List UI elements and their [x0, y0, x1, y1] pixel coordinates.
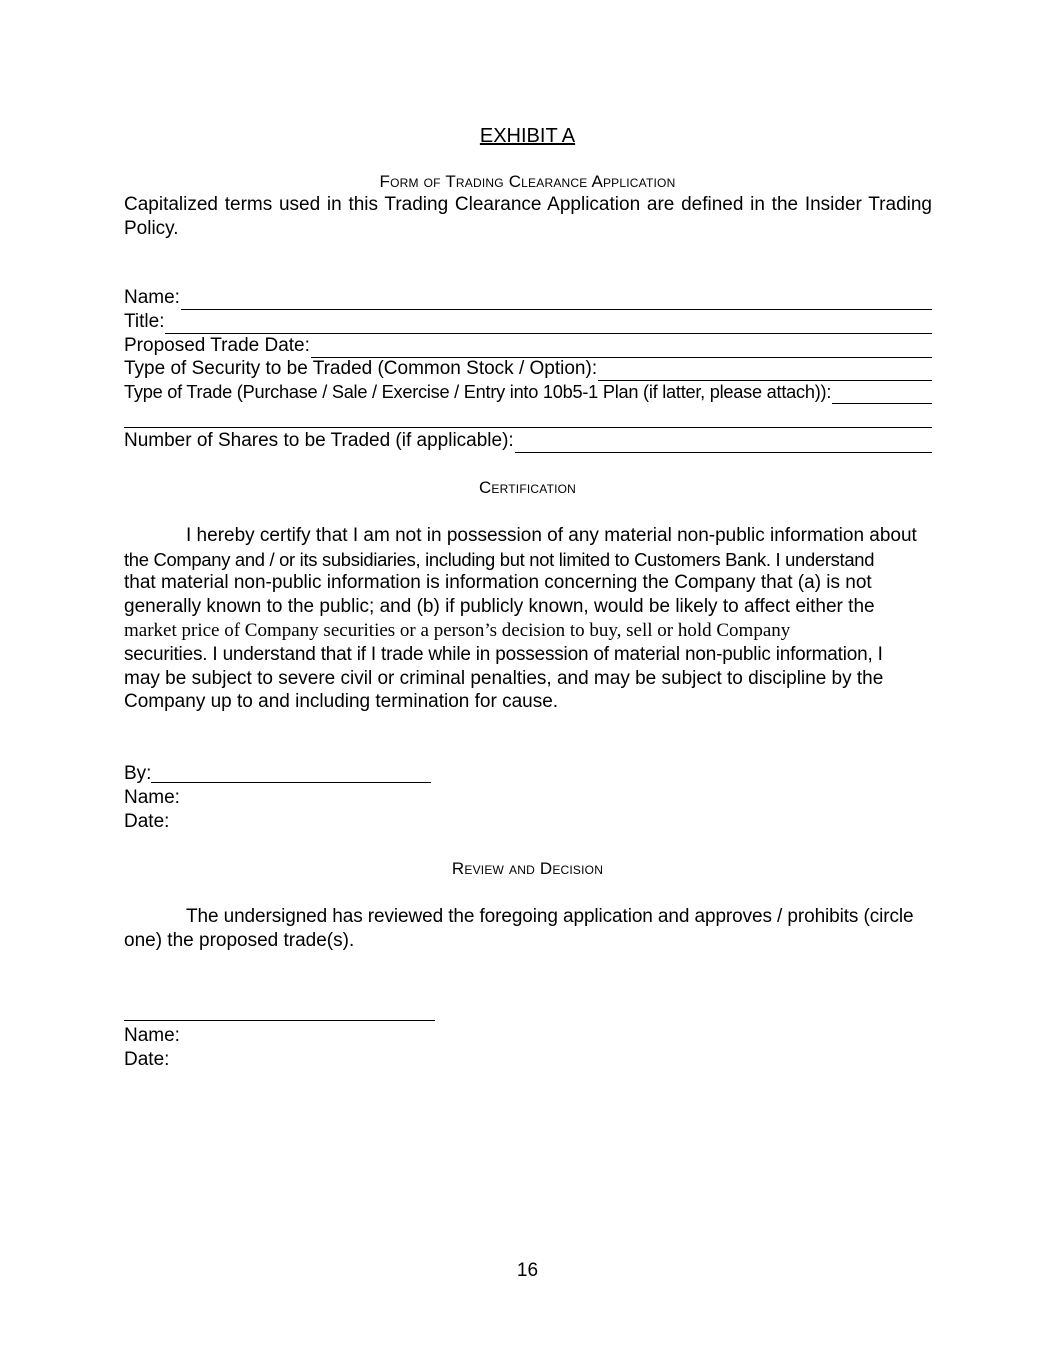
- trade-date-input-line[interactable]: [311, 338, 932, 358]
- security-type-label: Type of Security to be Traded (Common Stock / Option):: [124, 358, 598, 379]
- certification-line-7: may be subject to severe civil or criminal penalties, and may be subject to discipline by the: [124, 668, 884, 689]
- title-input-line[interactable]: [165, 314, 932, 334]
- review-heading: Review and Decision: [451, 859, 604, 878]
- certification-line-4: generally known to the public; and (b) if publicly known, would be likely to affect either the: [124, 596, 875, 617]
- shares-input-line[interactable]: [515, 433, 932, 453]
- name-input-line[interactable]: [181, 290, 932, 310]
- security-type-input-line[interactable]: [598, 361, 932, 381]
- name-field[interactable]: [124, 286, 932, 310]
- by-field[interactable]: [124, 762, 431, 786]
- trade-type-label: Type of Trade (Purchase / Sale / Exercise / Entry into 10b5-1 Plan (if latter, please attach)):: [124, 382, 832, 402]
- by-signature-line[interactable]: [151, 782, 431, 783]
- certification-heading: Certification: [478, 478, 577, 497]
- intro-paragraph: Capitalized terms used in this Trading Clearance Application are defined in the Insider Trading Policy.: [124, 194, 932, 239]
- certification-line-5: market price of Company securities or a person’s decision to buy, sell or hold Company: [124, 620, 791, 641]
- page-number: 16: [516, 1260, 539, 1281]
- trade-date-label: Proposed Trade Date:: [124, 335, 310, 356]
- signature2-date-label: Date:: [124, 1049, 170, 1070]
- title-label: Title:: [124, 311, 165, 332]
- certification-line-3: that material non-public information is information concerning the Company that (a) is not: [124, 572, 872, 593]
- security-type-field[interactable]: [124, 357, 932, 381]
- certification-line-2: the Company and / or its subsidiaries, including but not limited to Customers Bank. I understand: [124, 549, 875, 570]
- certification-line-1: I hereby certify that I am not in possession of any material non-public information about: [186, 525, 917, 546]
- trade-type-continuation-line[interactable]: [124, 427, 932, 428]
- certification-line-6: securities. I understand that if I trade while in possession of material non-public information, I: [124, 644, 883, 665]
- certification-line-8: Company up to and including termination for cause.: [124, 691, 559, 712]
- reviewer-signature-line[interactable]: [124, 1020, 435, 1021]
- title-field[interactable]: [124, 310, 932, 334]
- trade-type-input-line[interactable]: [832, 384, 932, 404]
- signature1-name-label: Name:: [124, 787, 180, 808]
- by-label: By:: [124, 763, 152, 784]
- name-label: Name:: [124, 287, 180, 308]
- form-title: Form of Trading Clearance Application: [379, 172, 676, 191]
- shares-field[interactable]: [124, 429, 932, 453]
- trade-type-field[interactable]: [124, 380, 932, 404]
- exhibit-title: EXHIBIT A: [479, 125, 576, 147]
- shares-label: Number of Shares to be Traded (if applicable):: [124, 430, 514, 451]
- review-line-1: The undersigned has reviewed the foregoing application and approves / prohibits (circle: [186, 906, 914, 927]
- trade-date-field[interactable]: [124, 334, 932, 358]
- review-line-2: one) the proposed trade(s).: [124, 930, 355, 951]
- signature2-name-label: Name:: [124, 1025, 180, 1046]
- signature1-date-label: Date:: [124, 811, 170, 832]
